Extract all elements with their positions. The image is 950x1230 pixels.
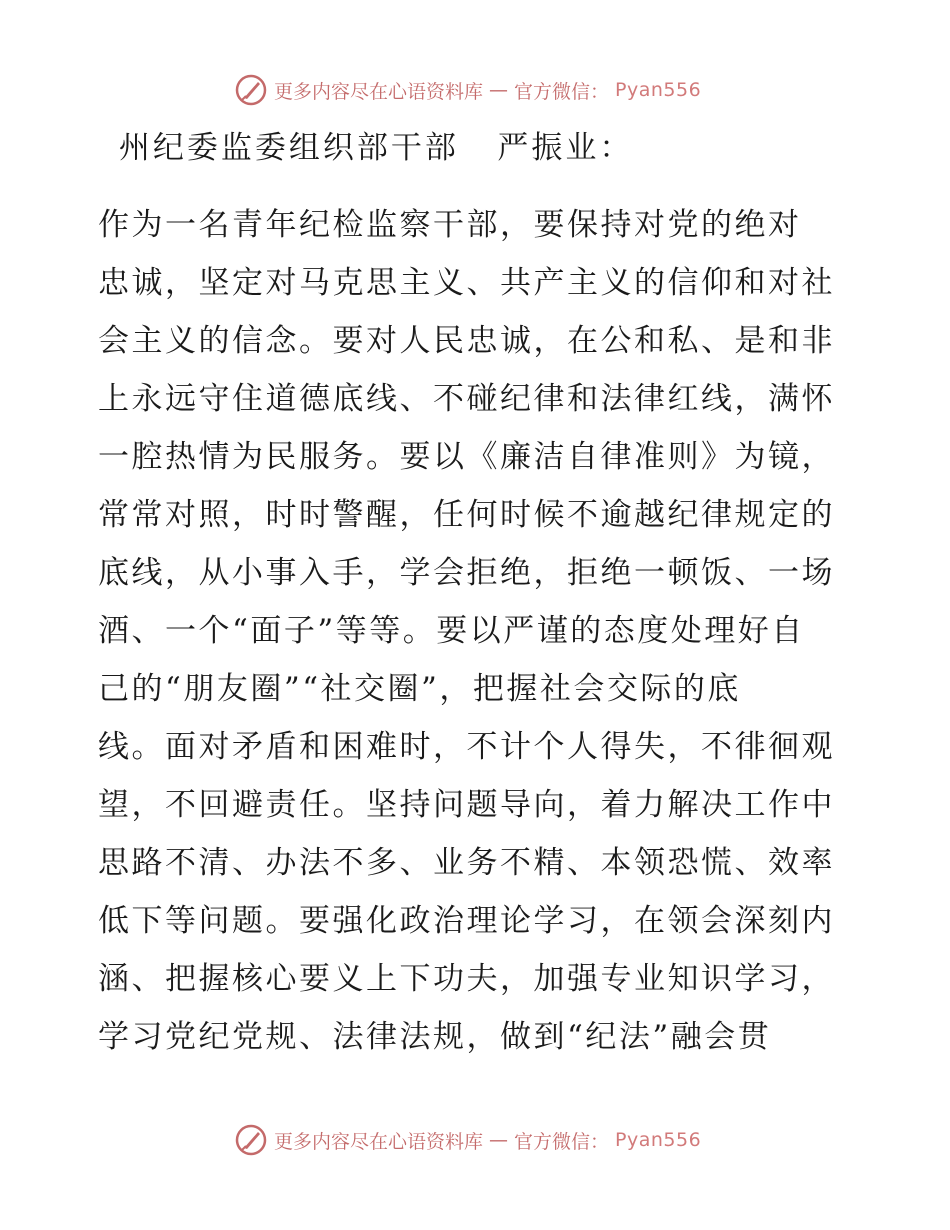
watermark-separator: — — [489, 1129, 509, 1151]
text-line: 学习党纪党规、法律法规，做到“纪法”融会贯 — [98, 1019, 772, 1055]
watermark-official-label: 官方微信： — [514, 80, 610, 103]
text-line: 常常对照，时时警醒，任何时候不逾越纪律规定的 — [98, 497, 835, 533]
text-line: 忠诚，坚定对马克思主义、共产主义的信仰和对社 — [98, 265, 835, 301]
text-line: 涵、把握核心要义上下功夫，加强专业知识学习， — [98, 961, 835, 997]
text-line: 底线，从小事入手，学会拒绝，拒绝一顿饭、一场 — [98, 555, 835, 591]
author-line: 州纪委监委组织部干部 严振业： — [106, 130, 634, 166]
text-line: 作为一名青年纪检监察干部，要保持对党的绝对 — [98, 207, 802, 243]
text-line: 会主义的信念。要对人民忠诚，在公和私、是和非 — [98, 323, 835, 359]
watermark-separator: — — [489, 79, 509, 101]
text-line: 思路不清、办法不多、业务不精、本领恐慌、效率 — [98, 845, 835, 881]
quill-logo-icon — [234, 73, 268, 107]
text-line: 一腔热情为民服务。要以《廉洁自律准则》为镜， — [98, 439, 835, 475]
watermark-official-label: 官方微信： — [514, 1130, 610, 1153]
watermark-text: 更多内容尽在心语资料库 — [274, 1130, 484, 1153]
watermark-wechat-id: Pyan556 — [615, 1129, 702, 1151]
text-line: 线。面对矛盾和困难时，不计个人得失，不徘徊观 — [98, 729, 835, 765]
footer-watermark — [234, 1122, 701, 1158]
text-line: 己的“朋友圈”“社交圈”，把握社会交际的底 — [98, 671, 741, 707]
header-watermark — [234, 72, 701, 108]
text-line: 低下等问题。要强化政治理论学习，在领会深刻内 — [98, 903, 835, 939]
watermark-text: 更多内容尽在心语资料库 — [274, 80, 484, 103]
text-line: 酒、一个“面子”等等。要以严谨的态度处理好自 — [98, 613, 805, 649]
watermark-wechat-id: Pyan556 — [615, 79, 702, 101]
body-text — [98, 196, 858, 1066]
quill-logo-icon — [234, 1123, 268, 1157]
text-line: 上永远守住道德底线、不碰纪律和法律红线，满怀 — [98, 381, 835, 417]
text-line: 望，不回避责任。坚持问题导向，着力解决工作中 — [98, 787, 835, 823]
